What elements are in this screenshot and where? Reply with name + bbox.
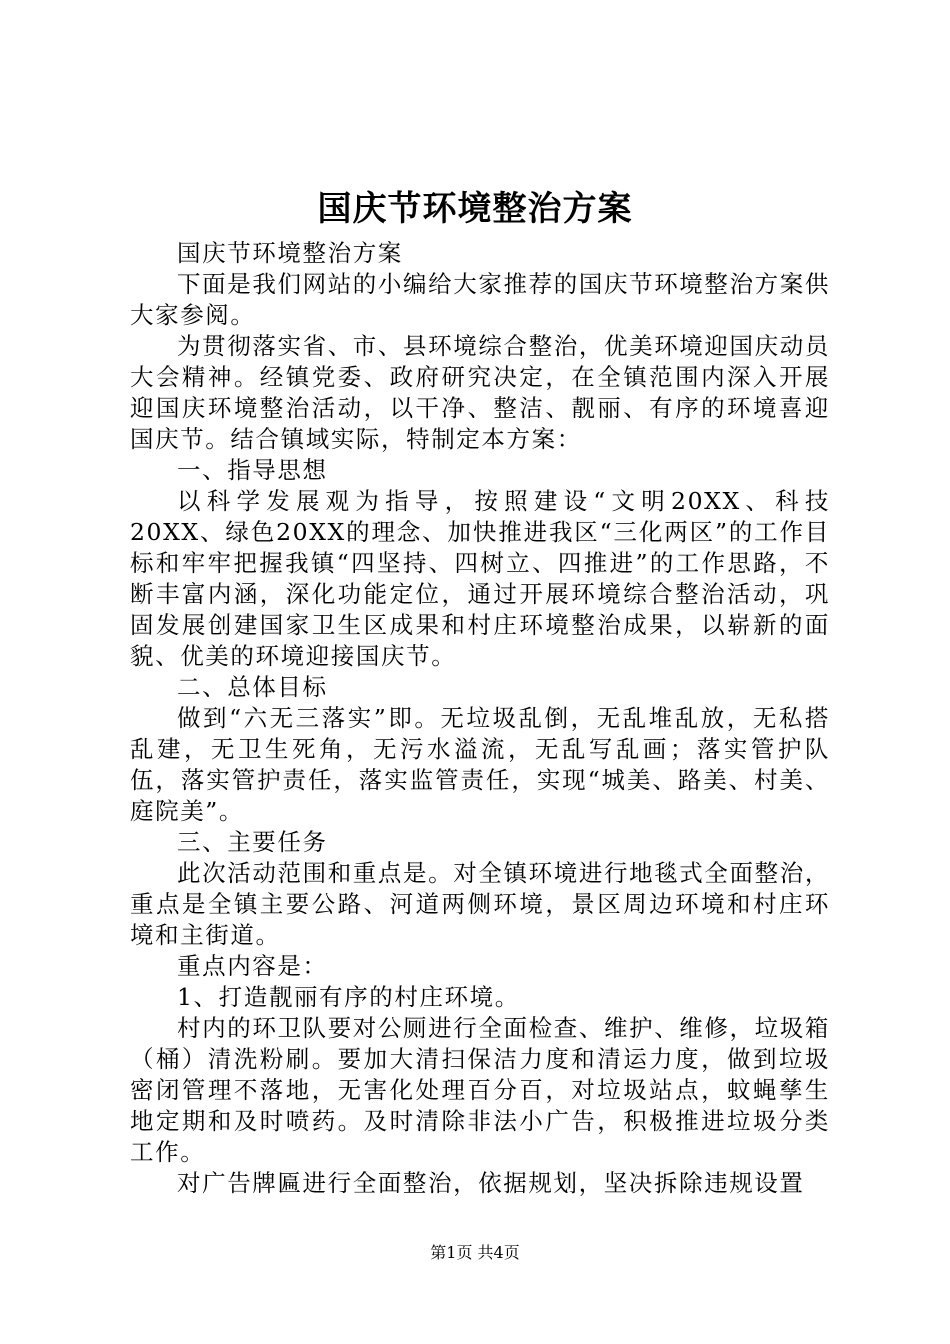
section-heading-main-tasks: 三、主要任务 (177, 828, 328, 856)
paragraph-subtitle: 国庆节环境整治方案 (177, 239, 403, 267)
paragraph-guiding-thought: 以科学发展观为指导，按照建设“文明20XX、科技20XX、绿色20XX的理念、加快推进我区“三化两区”的工作目标和牢牢把握我镇“四坚持、四树立、四推进”的工作思路，不断丰富内涵，深化功能定位，通过开展环境综合整治活动，巩固发展创建国家卫生区成果和村庄环境整治成果，以崭新的面貌、优美的环境迎接国庆节。 (130, 487, 830, 670)
section-heading-overall-goal: 二、总体目标 (177, 673, 328, 701)
paragraph-intro: 下面是我们网站的小编给大家推荐的国庆节环境整治方案供大家参阅。 (130, 270, 830, 329)
section-heading-guiding-thought: 一、指导思想 (177, 456, 328, 484)
document-body (130, 238, 830, 1199)
paragraph-purpose: 为贯彻落实省、市、县环境综合整治，优美环境迎国庆动员大会精神。经镇党委、政府研究决定，在全镇范围内深入开展迎国庆环境整治活动，以干净、整洁、靓丽、有序的环境喜迎国庆节。结合镇域实际，特制定本方案： (130, 332, 830, 453)
paragraph-sanitation: 村内的环卫队要对公厕进行全面检查、维护、维修，垃圾箱（桶）清洗粉刷。要加大清扫保洁力度和清运力度，做到垃圾密闭管理不落地，无害化处理百分百，对垃圾站点，蚊蝇孳生地定期和及时喷药。及时清除非法小广告，积极推进垃圾分类工作。 (130, 1014, 830, 1166)
page-footer: 第1页 共4页 (430, 1243, 520, 1262)
paragraph-overall-goal: 做到“六无三落实”即。无垃圾乱倒，无乱堆乱放，无私搭乱建，无卫生死角，无污水溢流，无乱写乱画；落实管护队伍，落实管护责任，落实监管责任，实现“城美、路美、村美、庭院美”。 (130, 704, 830, 825)
paragraph-scope: 此次活动范围和重点是。对全镇环境进行地毯式全面整治，重点是全镇主要公路、河道两侧环境，景区周边环境和村庄环境和主街道。 (130, 859, 830, 949)
paragraph-billboards: 对广告牌匾进行全面整治，依据规划，坚决拆除违规设置 (177, 1169, 805, 1197)
list-item-village-environment: 1、打造靓丽有序的村庄环境。 (177, 983, 520, 1011)
document-title: 国庆节环境整治方案 (317, 189, 633, 229)
paragraph-key-content-label: 重点内容是： (177, 952, 328, 980)
